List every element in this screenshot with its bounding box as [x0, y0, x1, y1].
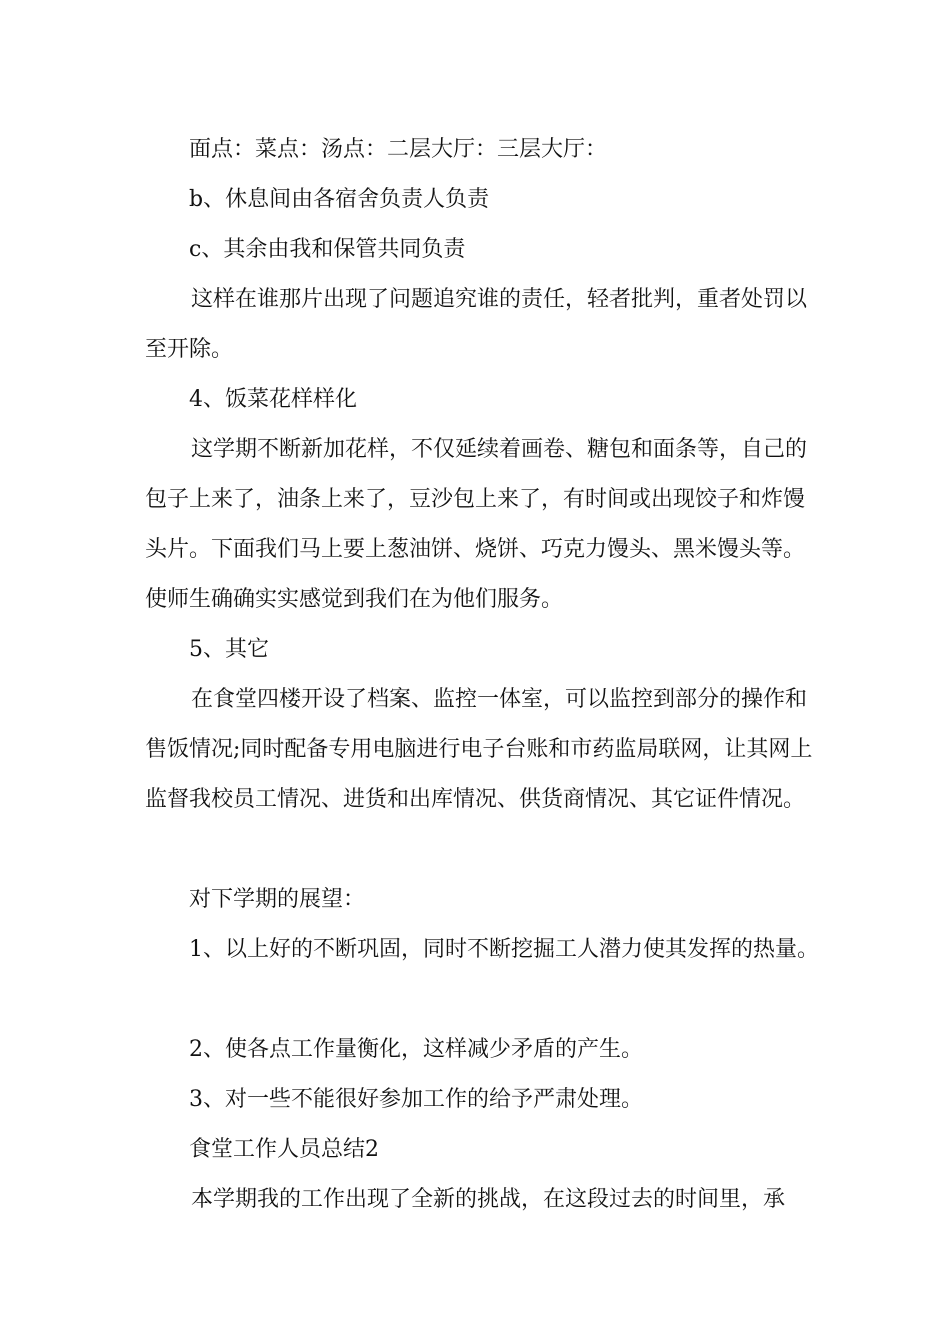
paragraph-responsibility: 这样在谁那片出现了问题追究谁的责任，轻者批判，重者处罚以至开除。: [145, 287, 808, 362]
heading-outlook: 对下学期的展望：: [189, 887, 366, 912]
section-title-summary-2: 食堂工作人员总结2: [189, 1137, 379, 1162]
paragraph-other-areas: c、其余由我和保管共同负责: [189, 237, 466, 262]
paragraph-dining-points: 面点：菜点：汤点：二层大厅：三层大厅：: [189, 137, 608, 162]
heading-other: 5、其它: [189, 637, 269, 662]
paragraph-rest-room: b、休息间由各宿舍负责人负责: [189, 187, 490, 212]
paragraph-monitoring: 在食堂四楼开设了档案、监控一体室，可以监控到部分的操作和售饭情况;同时配备专用电脑进行电子台账和市药监局联网，让其网上监督我校员工情况、进货和出库情况、供货商情况、其它证件情况。: [145, 687, 813, 812]
paragraph-outlook-3: 3、对一些不能很好参加工作的给予严肃处理。: [189, 1087, 643, 1112]
paragraph-summary-2-intro: 本学期我的工作出现了全新的挑战，在这段过去的时间里，承: [191, 1187, 786, 1212]
paragraph-menu-variety: 这学期不断新加花样，不仅延续着画卷、糖包和面条等，自己的包子上来了，油条上来了，豆沙包上来了，有时间或出现饺子和炸馒头片。下面我们马上要上葱油饼、烧饼、巧克力馒头、黑米馒头等。使师生确确实实感觉到我们在为他们服务。: [145, 437, 808, 612]
paragraph-outlook-1: 1、以上好的不断巩固，同时不断挖掘工人潜力使其发挥的热量。: [189, 937, 819, 962]
paragraph-outlook-2: 2、使各点工作量衡化，这样减少矛盾的产生。: [189, 1037, 643, 1062]
heading-menu-variety: 4、饭菜花样样化: [189, 387, 357, 412]
